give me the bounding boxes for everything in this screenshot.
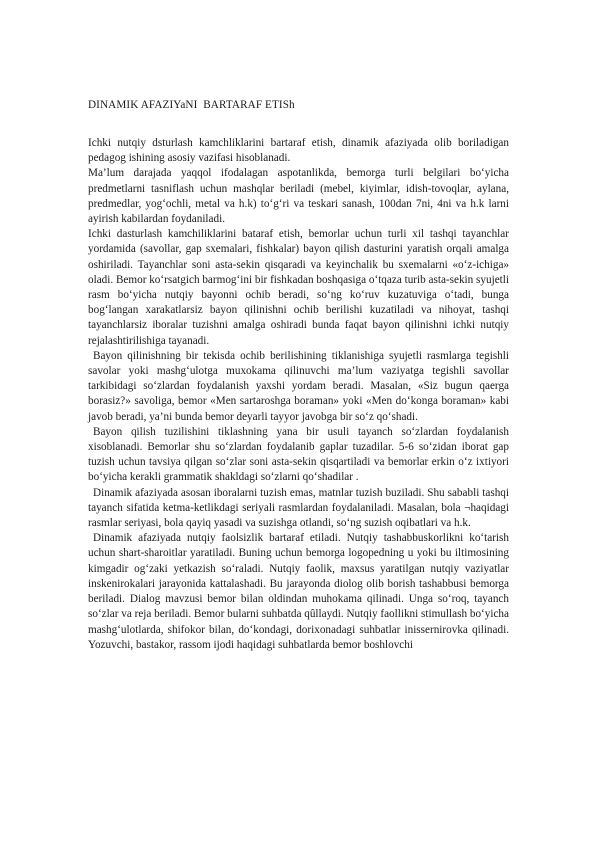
paragraph: Ichki nutqiy dsturlash kamchliklarini bartaraf etish, dinamik afaziyada olib boriladigan pedagog ishining asosiy vazifasi hisoblanadi. — [88, 137, 509, 165]
document-title: DINAMIK AFAZIYaNI BARTARAF ETISh — [88, 99, 295, 111]
paragraph: Ma’lum darajada yaqqol ifodalagan aspotanlikda, bemorga turli belgilari bo‘yicha predmetlarni tasniflash uchun mashqlar beriladi (mebel, kiyimlar, idish-tovoqlar, aylana, predmedlar, yog‘ochli, metal va h.k) to‘g‘ri va teskari sanash, 100dan 7ni, 4ni va h.k larni ayirish kabilardan foydaniladi. — [88, 167, 509, 226]
paragraph: Dinamik afaziyada nutqiy faolsizlik bartaraf etiladi. Nutqiy tashabbuskorlikni ko‘tarish uchun shart-sharoitlar yaratiladi. Buning uchun bemorga logopedning u yoki bu iltimosining kimgadir og‘zaki yetkazish so‘raladi. Nutqiy faolik, maxsus yaratilgan nutqiy vaziyatlar inskenirokalari jarayonida kattalashadi. Bu jarayonda diolog olib borish tashabbusi bemorga beriladi. Dialog mavzusi bemor bilan oldindan muhokama qilinadi. Unga so‘roq, tayanch so‘zlar va reja beriladi. Bemor bularni suhbatda qûllaydi. Nutqiy faollikni stimullash bo‘yicha mashg‘ulotlarda, shifokor bilan, do‘kondagi, dorixonadagi suhbatlar inissernirovka qilinadi. Yozuvchi, bastakor, rassom ijodi haqidagi suhbatlarda bemor boshlovchi — [88, 532, 509, 651]
paragraph: Bayon qilish tuzilishini tiklashning yana bir usuli tayanch so‘zlardan foydalanish xisoblanadi. Bemorlar shu so‘zlardan foydalanib gaplar tuzadilar. 5-6 so‘zidan iborat gap tuzish uchun tavsiya qilgan so‘zlar soni asta-sekin qisqartiladi va bemorlar erkin o‘z ixtiyori bo‘yicha kerakli grammatik shakldagi so‘zlarni qo‘shadilar . — [88, 425, 509, 484]
paragraph: Ichki dasturlash kamchiliklarini bataraf etish, bemorlar uchun turli xil tashqi tayanchlar yordamida (savollar, gap sxemalari, fishkalar) bayon qilish dasturini yaratish orqali amalga oshiriladi. Tayanchlar soni asta-sekin qisqaradi va keyinchalik bu sxemalarni «o‘z-ichiga» oladi. Bemor ko‘rsatgich barmog‘ini bir fishkadan boshqasiga o‘tqaza turib asta-sekin syujetli rasm bo‘yicha nutqiy bayonni ochib beradi, so‘ng ko‘ruv kuzatuviga o‘tadi, bunga bog‘langan xarakatlarsiz bayon qilinishni ochib berilishi kuzatiladi va nihoyat, tashqi tayanchlarsiz iboralar tuzishni amalga oshiradi bunda faqat bayon qilinishni ichki nutqiy rejalashtirilishiga tayanadi. — [88, 228, 509, 347]
document-body — [88, 136, 509, 653]
paragraph: Dinamik afaziyada asosan iboralarni tuzish emas, matnlar tuzish buziladi. Shu sababli tashqi tayanch sifatida ketma-ketlikdagi seriyali rasmlardan foydalaniladi. Masalan, bola ¬haqidagi rasmlar seriyasi, bola qayiq yasadi va suzishga otlandi, so‘ng suzish oqibatlari va h.k. — [88, 486, 509, 530]
paragraph: Bayon qilinishning bir tekisda ochib berilishining tiklanishiga syujetli rasmlarga tegishli savolar yoki mashg‘ulotga muxokama qilinuvchi ma’lum vaziyatga tegishli savollar tarkibidagi so‘zlardan foydalanish yaxshi yordam beradi. Masalan, «Siz bugun qaerga borasiz?» savoliga, bemor «Men sartaroshga boraman» yoki «Men do‘konga boraman» kabi javob beradi, ya’ni bunda bemor deyarli tayyor javobga bir so‘z qo‘shadi. — [88, 349, 509, 423]
